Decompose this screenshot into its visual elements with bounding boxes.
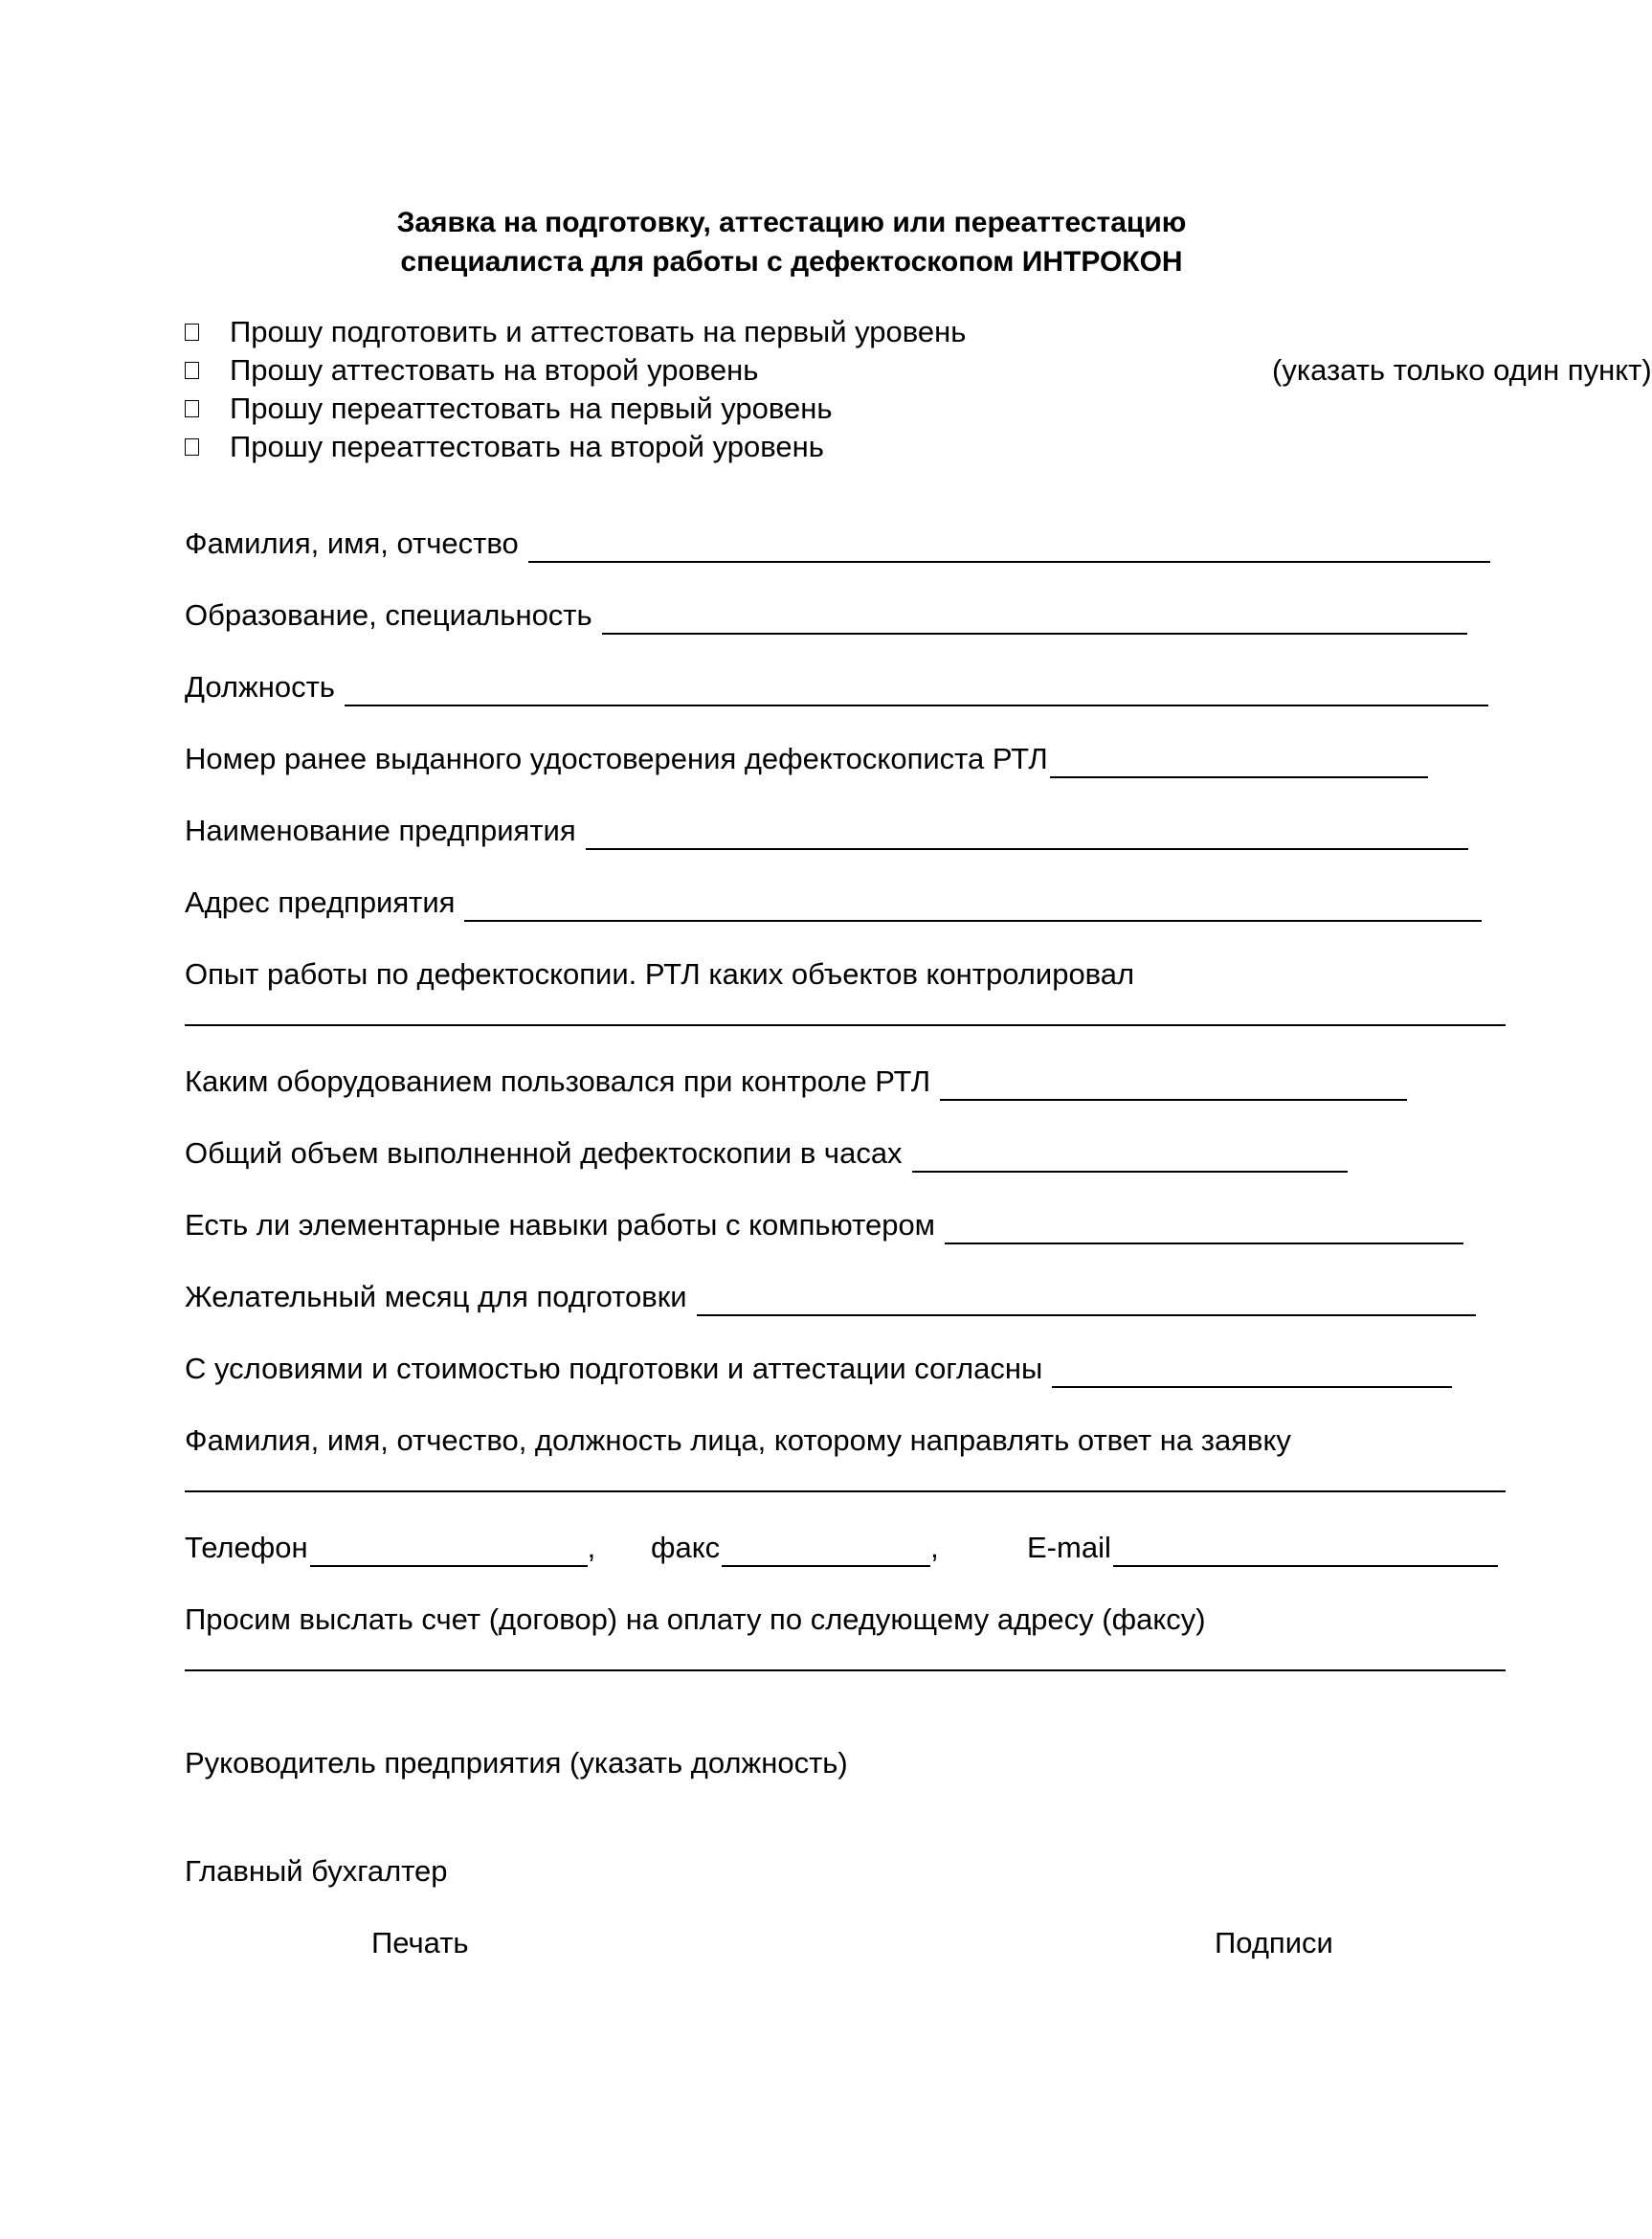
- checkbox-icon[interactable]: [185, 362, 199, 379]
- field-phone: [185, 1529, 595, 1567]
- field-label: Просим выслать счет (договор) на оплату по следующему адресу (факсу): [185, 1602, 1206, 1636]
- email-label: E-mail: [1027, 1531, 1111, 1564]
- field-label: Общий объем выполненной дефектоскопии в часах: [185, 1136, 903, 1170]
- checkbox-icon[interactable]: [185, 324, 199, 341]
- fax-input-line[interactable]: [722, 1536, 930, 1567]
- education-input-line[interactable]: [602, 604, 1467, 635]
- field-label: Фамилия, имя, отчество, должность лица, которому направлять ответ на заявку: [185, 1423, 1291, 1457]
- contact-input-line[interactable]: [185, 1490, 1506, 1492]
- field-email: [1027, 1529, 1498, 1567]
- experience-input-line[interactable]: [185, 1024, 1506, 1026]
- field-certificate: [185, 740, 1428, 778]
- field-fax: [651, 1529, 939, 1567]
- field-label: Каким оборудованием пользовался при контроле РТЛ: [185, 1064, 931, 1098]
- field-month: [185, 1278, 1476, 1316]
- company-address-input-line[interactable]: [464, 891, 1482, 922]
- field-fio: [185, 525, 1490, 563]
- phone-label: Телефон: [185, 1531, 308, 1564]
- field-label: Есть ли элементарные навыки работы с компьютером: [185, 1208, 935, 1242]
- accountant-label: Главный бухгалтер: [185, 1854, 448, 1888]
- option-label: Прошу подготовить и аттестовать на первый уровень: [230, 315, 967, 348]
- phone-input-line[interactable]: [310, 1536, 588, 1567]
- signatures-label: Подписи: [1215, 1926, 1333, 1959]
- title-line-2: специалиста для работы с дефектоскопом ИНТРОКОН: [400, 246, 1183, 278]
- field-agreement: [185, 1350, 1452, 1388]
- invoice-input-line[interactable]: [185, 1669, 1506, 1671]
- field-label: Образование, специальность: [185, 598, 592, 632]
- field-label: Номер ранее выданного удостоверения дефектоскописта РТЛ: [185, 742, 1048, 775]
- field-equipment: [185, 1063, 1407, 1101]
- field-label: Наименование предприятия: [185, 814, 576, 847]
- option-train-level-1[interactable]: [185, 313, 1506, 351]
- field-company-address: [185, 884, 1482, 922]
- checkbox-icon[interactable]: [185, 438, 199, 456]
- field-label: Желательный месяц для подготовки: [185, 1280, 687, 1313]
- field-education: [185, 596, 1467, 635]
- certificate-input-line[interactable]: [1050, 748, 1428, 778]
- option-recertify-level-2[interactable]: [185, 428, 1506, 466]
- field-company-name: [185, 812, 1468, 850]
- equipment-input-line[interactable]: [940, 1070, 1407, 1101]
- month-input-line[interactable]: [697, 1286, 1476, 1316]
- fax-label: факс: [651, 1531, 721, 1564]
- field-label: С условиями и стоимостью подготовки и аттестации согласны: [185, 1352, 1043, 1385]
- field-contact: [185, 1422, 1291, 1460]
- field-invoice: [185, 1601, 1206, 1639]
- option-certify-level-2[interactable]: [185, 351, 1652, 390]
- option-recertify-level-1[interactable]: [185, 390, 1506, 428]
- field-computer: [185, 1206, 1463, 1244]
- fax-separator: ,: [930, 1531, 939, 1564]
- agreement-input-line[interactable]: [1052, 1357, 1452, 1388]
- option-label: Прошу переаттестовать на второй уровень: [230, 430, 824, 463]
- options-list: [185, 313, 1652, 466]
- option-label: Прошу переаттестовать на первый уровень: [230, 392, 833, 425]
- option-label: Прошу аттестовать на второй уровень: [230, 353, 759, 387]
- stamp-label: Печать: [371, 1926, 469, 1959]
- form-title: [0, 203, 1583, 281]
- field-label: Фамилия, имя, отчество: [185, 526, 519, 560]
- field-label: Адрес предприятия: [185, 885, 456, 919]
- field-position: [185, 668, 1488, 706]
- volume-input-line[interactable]: [912, 1142, 1348, 1173]
- field-label: Опыт работы по дефектоскопии. РТЛ каких объектов контролировал: [185, 957, 1135, 991]
- options-note: (указать только один пункт): [1272, 353, 1652, 387]
- fio-input-line[interactable]: [528, 532, 1490, 563]
- company-name-input-line[interactable]: [586, 819, 1468, 850]
- title-line-1: Заявка на подготовку, аттестацию или переаттестацию: [396, 207, 1187, 238]
- position-input-line[interactable]: [345, 676, 1488, 706]
- phone-separator: ,: [587, 1531, 596, 1564]
- field-label: Должность: [185, 670, 335, 704]
- checkbox-icon[interactable]: [185, 400, 199, 417]
- field-experience: [185, 955, 1134, 994]
- computer-input-line[interactable]: [945, 1214, 1463, 1244]
- email-input-line[interactable]: [1113, 1536, 1498, 1567]
- field-volume: [185, 1134, 1348, 1173]
- director-label: Руководитель предприятия (указать должность): [185, 1746, 848, 1780]
